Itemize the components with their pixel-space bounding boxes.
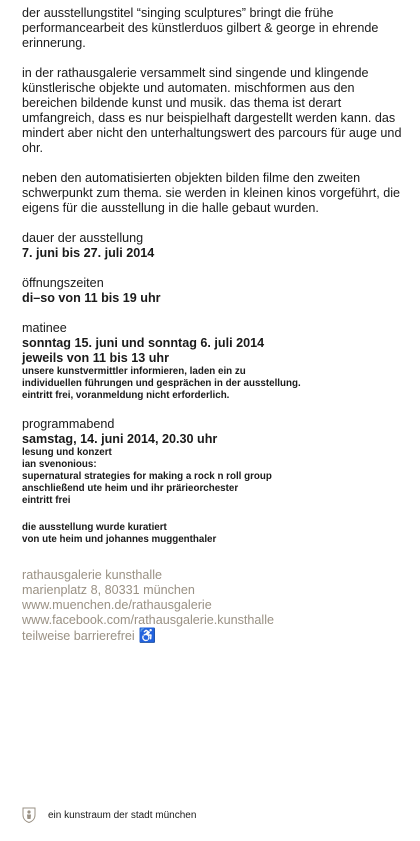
venue-website-link[interactable]: www.muenchen.de/rathausgalerie — [22, 598, 212, 612]
curated-line-1: die ausstellung wurde kuratiert — [22, 522, 167, 533]
footer-text: ein kunstraum der stadt münchen — [48, 809, 197, 821]
city-crest-icon — [22, 807, 36, 823]
venue-accessibility — [22, 628, 412, 644]
duration-value: 7. juni bis 27. juli 2014 — [22, 246, 155, 260]
matinee-section — [22, 321, 412, 402]
matinee-desc-2: individuellen führungen und gesprächen in der ausstellung. — [22, 378, 301, 389]
matinee-label: matinee — [22, 321, 67, 335]
matinee-desc-1: unsere kunstvermittler informieren, laden ein zu — [22, 366, 246, 377]
curated-section — [22, 522, 412, 546]
duration-section — [22, 231, 412, 261]
program-evening-label: programmabend — [22, 417, 115, 431]
venue-address: marienplatz 8, 80331 münchen — [22, 583, 195, 597]
curated-line-2: von ute heim und johannes muggenthaler — [22, 534, 217, 545]
intro-paragraph-3: neben den automatisierten objekten bilden filme den zweiten schwerpunkt zum thema. sie werden in kleinen kinos vorgeführt, die eigens für die ausstellung in die halle gebaut wurden. — [22, 171, 401, 215]
accessibility-text: teilweise barrierefrei — [22, 629, 135, 643]
program-evening-date: samstag, 14. juni 2014, 20.30 uhr — [22, 432, 218, 446]
opening-hours-value: di–so von 11 bis 19 uhr — [22, 291, 161, 305]
footer — [22, 807, 196, 823]
opening-hours-label: öffnungszeiten — [22, 276, 104, 290]
program-line-5: eintritt frei — [22, 495, 71, 506]
venue-facebook-link[interactable]: www.facebook.com/rathausgalerie.kunsthalle — [22, 613, 275, 627]
intro-paragraph-1: der ausstellungstitel “singing sculptures” bringt die frühe performancearbeit des künstlerduos gilbert & george in ehrende erinnerung. — [22, 6, 379, 50]
venue-info — [22, 568, 412, 644]
opening-hours-section — [22, 276, 412, 306]
venue-name: rathausgalerie kunsthalle — [22, 568, 163, 582]
wheelchair-icon: ♿ — [138, 627, 157, 643]
matinee-time: jeweils von 11 bis 13 uhr — [22, 351, 169, 365]
matinee-dates: sonntag 15. juni und sonntag 6. juli 2014 — [22, 336, 265, 350]
program-line-1: lesung und konzert — [22, 447, 112, 458]
intro-paragraph-2: in der rathausgalerie versammelt sind singende und klingende künstlerische objekte und automaten. mischformen aus den bereichen bildende kunst und musik. das thema ist derart umfangreich, dass es nur beispielhaft dargestellt werden kann. das mindert aber nicht den unterhaltungswert des parcours für auge und ohr. — [22, 66, 402, 155]
program-evening-section — [22, 417, 412, 507]
flyer-content — [22, 6, 412, 644]
program-line-3: supernatural strategies for making a rock n roll group — [22, 471, 272, 482]
program-line-2: ian svenonious: — [22, 459, 97, 470]
duration-label: dauer der ausstellung — [22, 231, 144, 245]
program-line-4: anschließend ute heim und ihr prärieorchester — [22, 483, 239, 494]
matinee-desc-3: eintritt frei, voranmeldung nicht erforderlich. — [22, 390, 230, 401]
